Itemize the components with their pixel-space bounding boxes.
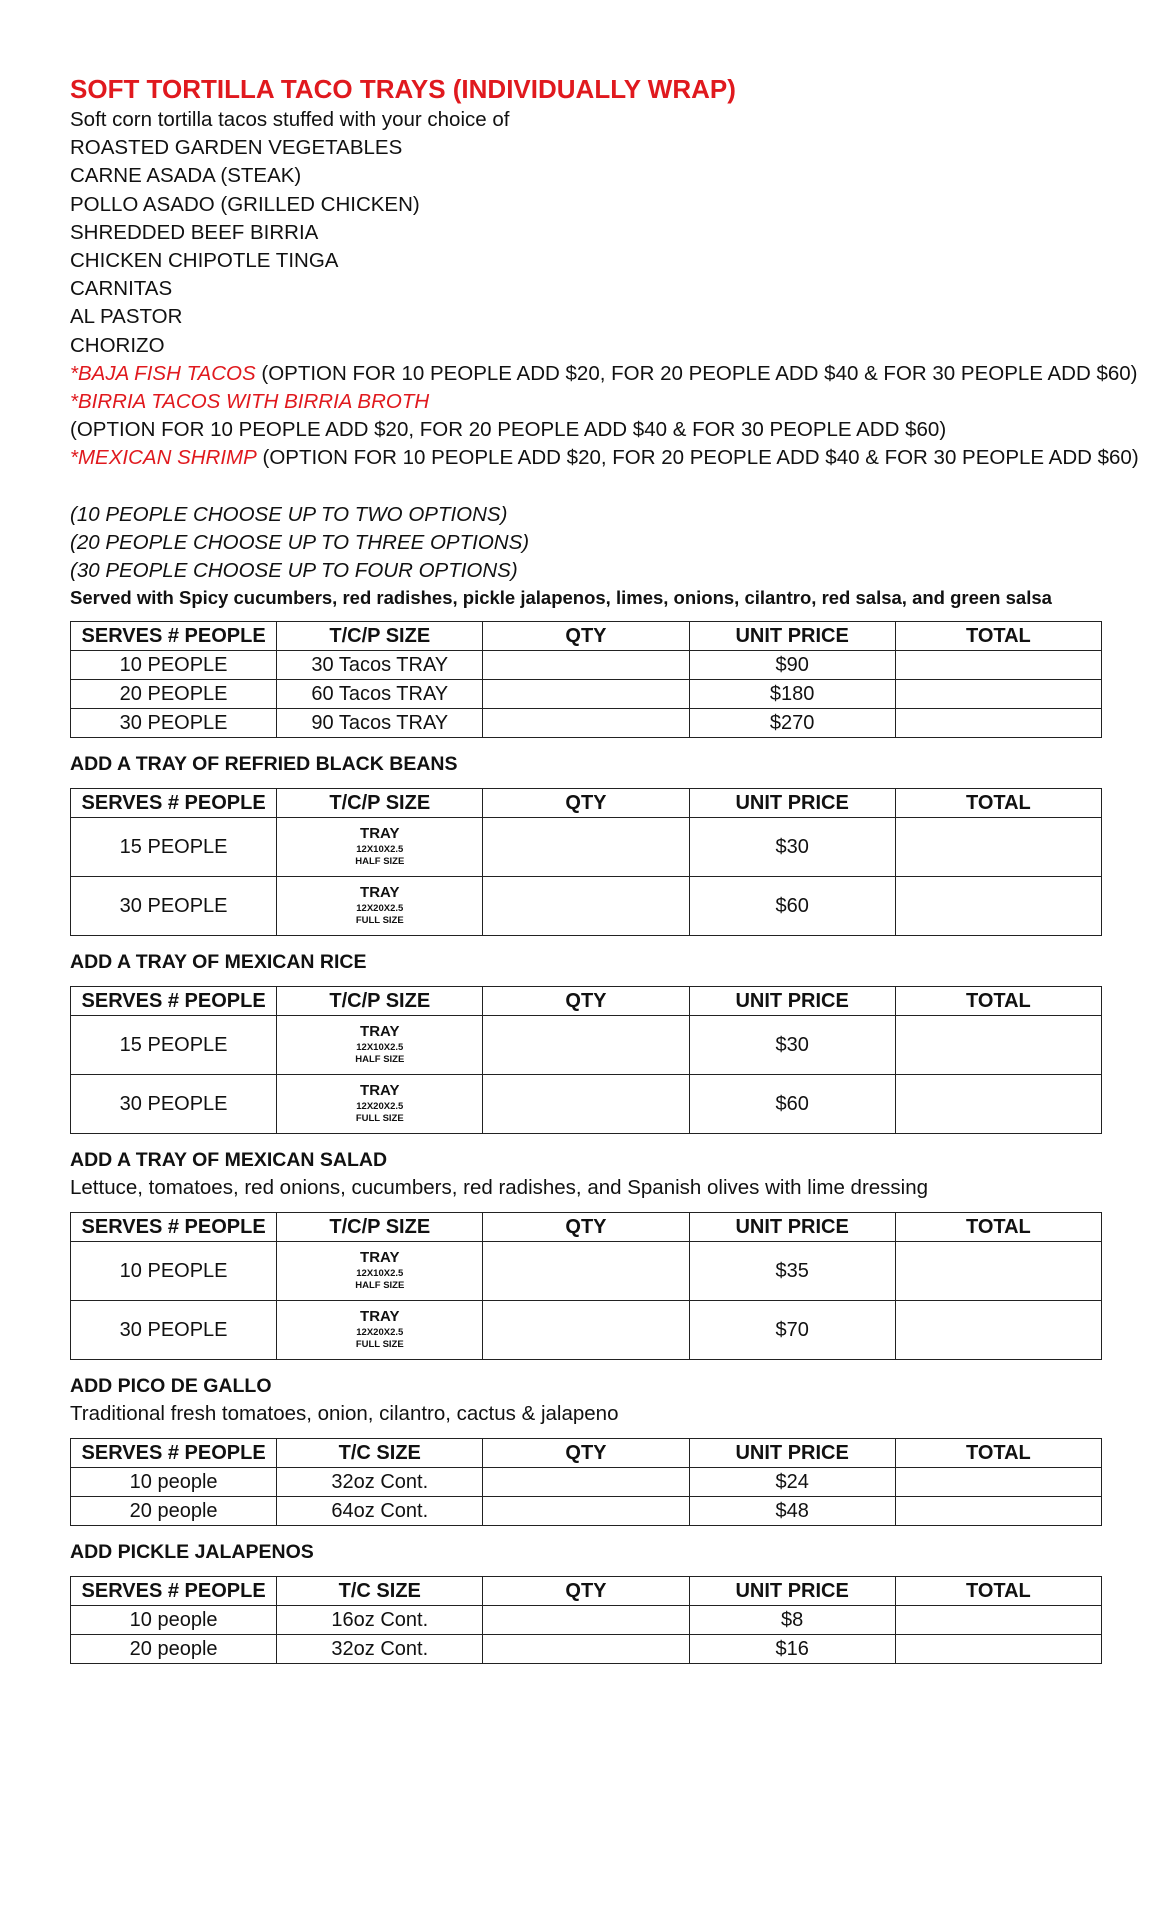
column-header: T/C/P SIZE <box>277 1213 483 1242</box>
serves-cell: 15 PEOPLE <box>71 818 277 877</box>
section-title-pico: ADD PICO DE GALLO <box>70 1375 272 1398</box>
total-cell[interactable] <box>895 1075 1101 1134</box>
column-header: TOTAL <box>895 1213 1101 1242</box>
qty-cell[interactable] <box>483 1468 689 1497</box>
table-header-row <box>71 1577 1102 1606</box>
size-cell <box>277 818 483 877</box>
tray-label: TRAY <box>360 1082 400 1100</box>
tray-label: TRAY <box>360 1249 400 1267</box>
qty-cell[interactable] <box>483 1301 689 1360</box>
table-header-row <box>71 987 1102 1016</box>
qty-cell[interactable] <box>483 1635 689 1664</box>
tray-size-label: FULL SIZE <box>355 915 404 927</box>
serves-cell: 20 people <box>71 1497 277 1526</box>
tray-size-label: HALF SIZE <box>355 1054 405 1066</box>
column-header: UNIT PRICE <box>689 1213 895 1242</box>
column-header: QTY <box>483 987 689 1016</box>
table-row <box>71 1075 1102 1134</box>
beans-price-table <box>70 788 1102 936</box>
column-header: TOTAL <box>895 987 1101 1016</box>
qty-cell[interactable] <box>483 1075 689 1134</box>
column-header: TOTAL <box>895 1439 1101 1468</box>
table-row <box>71 1242 1102 1301</box>
serves-cell: 20 people <box>71 1635 277 1664</box>
serves-cell: 10 people <box>71 1606 277 1635</box>
column-header: UNIT PRICE <box>689 622 895 651</box>
column-header: SERVES # PEOPLE <box>71 1213 277 1242</box>
filling-item: CHORIZO <box>70 333 165 357</box>
price-cell: $24 <box>689 1468 895 1497</box>
table-row <box>71 1301 1102 1360</box>
column-header: SERVES # PEOPLE <box>71 622 277 651</box>
size-cell <box>277 1075 483 1134</box>
column-header: T/C/P SIZE <box>277 987 483 1016</box>
filling-item: CHICKEN CHIPOTLE TINGA <box>70 249 339 273</box>
filling-item: CARNITAS <box>70 277 173 301</box>
tray-size-label: HALF SIZE <box>355 856 405 868</box>
qty-cell[interactable] <box>483 1606 689 1635</box>
section-title-salad: ADD A TRAY OF MEXICAN SALAD <box>70 1149 388 1172</box>
filling-item: ROASTED GARDEN VEGETABLES <box>70 136 403 160</box>
column-header: UNIT PRICE <box>689 789 895 818</box>
special-note: (OPTION FOR 10 PEOPLE ADD $20, FOR 20 PEOPLE ADD $40 & FOR 30 PEOPLE ADD $60) <box>256 446 1139 470</box>
rice-price-table <box>70 986 1102 1134</box>
price-cell: $60 <box>689 877 895 936</box>
special-option-shrimp <box>70 444 1139 472</box>
price-cell: $16 <box>689 1635 895 1664</box>
serves-cell: 10 PEOPLE <box>71 1242 277 1301</box>
table-row <box>71 1016 1102 1075</box>
tray-dimensions: 12X20X2.5 <box>356 1101 404 1113</box>
price-cell: $8 <box>689 1606 895 1635</box>
serves-cell: 15 PEOPLE <box>71 1016 277 1075</box>
filling-item: SHREDDED BEEF BIRRIA <box>70 220 319 244</box>
column-header: UNIT PRICE <box>689 1577 895 1606</box>
size-cell: 60 Tacos TRAY <box>277 680 483 709</box>
table-row <box>71 1606 1102 1635</box>
special-name: *MEXICAN SHRIMP <box>70 446 257 470</box>
salad-price-table <box>70 1212 1102 1360</box>
served-with-note: Served with Spicy cucumbers, red radishes, pickle jalapenos, limes, onions, cilantro, red salsa, and green salsa <box>70 587 1052 609</box>
section-description: Lettuce, tomatoes, red onions, cucumbers, red radishes, and Spanish olives with lime dressing <box>70 1176 929 1200</box>
total-cell[interactable] <box>895 651 1101 680</box>
column-header: QTY <box>483 1439 689 1468</box>
table-row <box>71 1497 1102 1526</box>
tray-label: TRAY <box>360 1308 400 1326</box>
total-cell[interactable] <box>895 1497 1101 1526</box>
pico-price-table <box>70 1438 1102 1526</box>
tray-dimensions: 12X10X2.5 <box>356 844 404 856</box>
filling-item: AL PASTOR <box>70 305 183 329</box>
price-cell: $30 <box>689 1016 895 1075</box>
special-option-fish <box>70 360 1138 388</box>
column-header: UNIT PRICE <box>689 1439 895 1468</box>
serves-cell: 30 PEOPLE <box>71 1301 277 1360</box>
filling-item: CARNE ASADA (STEAK) <box>70 164 302 188</box>
price-cell: $70 <box>689 1301 895 1360</box>
qty-cell[interactable] <box>483 818 689 877</box>
table-row <box>71 709 1102 738</box>
tray-dimensions: 12X10X2.5 <box>356 1268 404 1280</box>
qty-cell[interactable] <box>483 1016 689 1075</box>
special-option-birria: *BIRRIA TACOS WITH BIRRIA BROTH <box>70 390 430 414</box>
column-header: TOTAL <box>895 622 1101 651</box>
serves-cell: 10 PEOPLE <box>71 651 277 680</box>
tray-dimensions: 12X20X2.5 <box>356 903 404 915</box>
column-header: T/C/P SIZE <box>277 622 483 651</box>
price-cell: $60 <box>689 1075 895 1134</box>
section-description: Traditional fresh tomatoes, onion, cilantro, cactus & jalapeno <box>70 1402 619 1426</box>
price-cell: $30 <box>689 818 895 877</box>
qty-cell[interactable] <box>483 1242 689 1301</box>
tray-label: TRAY <box>360 1023 400 1041</box>
size-cell <box>277 1242 483 1301</box>
size-cell: 32oz Cont. <box>277 1635 483 1664</box>
table-header-row <box>71 1213 1102 1242</box>
total-cell[interactable] <box>895 1016 1101 1075</box>
column-header: TOTAL <box>895 1577 1101 1606</box>
price-cell: $90 <box>689 651 895 680</box>
qty-cell[interactable] <box>483 709 689 738</box>
price-cell: $48 <box>689 1497 895 1526</box>
size-cell <box>277 877 483 936</box>
tray-size-label: FULL SIZE <box>355 1113 404 1125</box>
special-name: *BAJA FISH TACOS <box>70 361 256 385</box>
intro-text: Soft corn tortilla tacos stuffed with your choice of <box>70 108 510 131</box>
tray-dimensions: 12X20X2.5 <box>356 1327 404 1339</box>
total-cell[interactable] <box>895 1606 1101 1635</box>
special-note: (OPTION FOR 10 PEOPLE ADD $20, FOR 20 PEOPLE ADD $40 & FOR 30 PEOPLE ADD $60) <box>70 418 947 442</box>
size-cell: 30 Tacos TRAY <box>277 651 483 680</box>
total-cell[interactable] <box>895 1468 1101 1497</box>
size-cell: 32oz Cont. <box>277 1468 483 1497</box>
jalapenos-price-table <box>70 1576 1102 1664</box>
price-cell: $180 <box>689 680 895 709</box>
serves-cell: 30 PEOPLE <box>71 709 277 738</box>
serves-cell: 30 PEOPLE <box>71 877 277 936</box>
section-title-beans: ADD A TRAY OF REFRIED BLACK BEANS <box>70 753 458 776</box>
price-cell: $35 <box>689 1242 895 1301</box>
price-cell: $270 <box>689 709 895 738</box>
serves-cell: 20 PEOPLE <box>71 680 277 709</box>
tray-dimensions: 12X10X2.5 <box>356 1042 404 1054</box>
column-header: QTY <box>483 622 689 651</box>
serves-cell: 10 people <box>71 1468 277 1497</box>
table-header-row <box>71 1439 1102 1468</box>
total-cell[interactable] <box>895 1242 1101 1301</box>
table-row <box>71 818 1102 877</box>
page-title: SOFT TORTILLA TACO TRAYS (INDIVIDUALLY WRAP) <box>70 74 736 104</box>
size-cell: 64oz Cont. <box>277 1497 483 1526</box>
table-header-row <box>71 622 1102 651</box>
special-note: (OPTION FOR 10 PEOPLE ADD $20, FOR 20 PEOPLE ADD $40 & FOR 30 PEOPLE ADD $60) <box>255 361 1138 385</box>
column-header: T/C/P SIZE <box>277 789 483 818</box>
total-cell[interactable] <box>895 1635 1101 1664</box>
column-header: QTY <box>483 1213 689 1242</box>
column-header: QTY <box>483 1577 689 1606</box>
column-header: SERVES # PEOPLE <box>71 789 277 818</box>
qty-cell[interactable] <box>483 651 689 680</box>
table-row <box>71 680 1102 709</box>
total-cell[interactable] <box>895 680 1101 709</box>
size-cell <box>277 1301 483 1360</box>
tray-size-label: FULL SIZE <box>355 1339 404 1351</box>
column-header: SERVES # PEOPLE <box>71 1439 277 1468</box>
table-row <box>71 877 1102 936</box>
column-header: T/C SIZE <box>277 1439 483 1468</box>
column-header: QTY <box>483 789 689 818</box>
size-cell: 16oz Cont. <box>277 1606 483 1635</box>
table-header-row <box>71 789 1102 818</box>
column-header: SERVES # PEOPLE <box>71 987 277 1016</box>
serves-cell: 30 PEOPLE <box>71 1075 277 1134</box>
total-cell[interactable] <box>895 1301 1101 1360</box>
size-cell: 90 Tacos TRAY <box>277 709 483 738</box>
column-header: UNIT PRICE <box>689 987 895 1016</box>
tray-size-label: HALF SIZE <box>355 1280 405 1292</box>
table-row <box>71 651 1102 680</box>
size-cell <box>277 1016 483 1075</box>
menu-page <box>70 72 1139 1670</box>
total-cell[interactable] <box>895 877 1101 936</box>
tray-label: TRAY <box>360 884 400 902</box>
choose-note: (10 PEOPLE CHOOSE UP TO TWO OPTIONS) <box>70 502 508 526</box>
total-cell[interactable] <box>895 709 1101 738</box>
section-title-jalapenos: ADD PICKLE JALAPENOS <box>70 1541 314 1564</box>
tacos-price-table <box>70 621 1102 738</box>
column-header: TOTAL <box>895 789 1101 818</box>
section-title-rice: ADD A TRAY OF MEXICAN RICE <box>70 951 367 974</box>
filling-item: POLLO ASADO (GRILLED CHICKEN) <box>70 192 420 216</box>
choose-note: (20 PEOPLE CHOOSE UP TO THREE OPTIONS) <box>70 530 530 554</box>
table-row <box>71 1468 1102 1497</box>
total-cell[interactable] <box>895 818 1101 877</box>
choose-note: (30 PEOPLE CHOOSE UP TO FOUR OPTIONS) <box>70 559 518 583</box>
qty-cell[interactable] <box>483 680 689 709</box>
table-row <box>71 1635 1102 1664</box>
column-header: SERVES # PEOPLE <box>71 1577 277 1606</box>
column-header: T/C SIZE <box>277 1577 483 1606</box>
qty-cell[interactable] <box>483 1497 689 1526</box>
qty-cell[interactable] <box>483 877 689 936</box>
tray-label: TRAY <box>360 825 400 843</box>
